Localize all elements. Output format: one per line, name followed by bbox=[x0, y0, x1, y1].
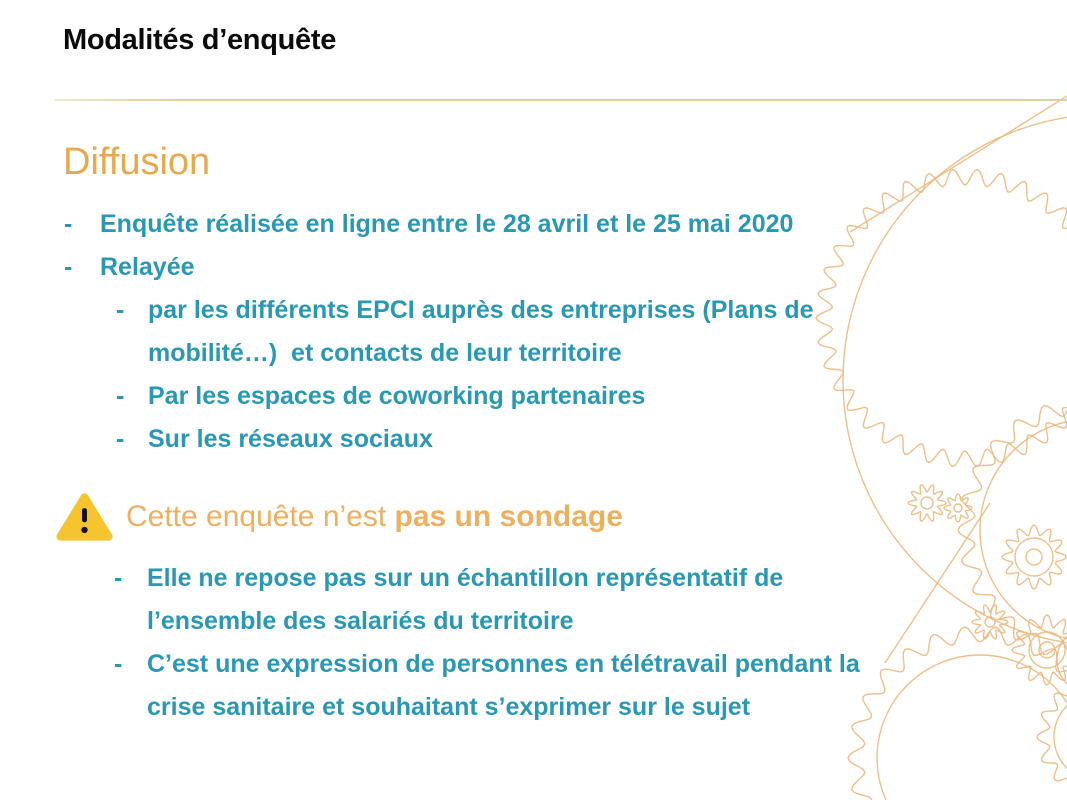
warning-bullet-list bbox=[114, 557, 1044, 729]
bullet-dash: - bbox=[114, 650, 123, 678]
section-heading-diffusion: Diffusion bbox=[63, 141, 211, 183]
warning-header bbox=[56, 488, 623, 546]
sub-bullet-item bbox=[114, 643, 1044, 729]
bullet-text: Elle ne repose pas sur un échantillon représentatif de l’ensemble des salariés du territoire bbox=[147, 564, 784, 635]
bullet-dash: - bbox=[116, 425, 125, 453]
diffusion-bullet-list bbox=[64, 203, 1004, 461]
bullet-text: Par les espaces de coworking partenaires bbox=[148, 382, 646, 410]
bullet-text: Sur les réseaux sociaux bbox=[148, 425, 433, 453]
warning-heading bbox=[126, 500, 623, 534]
warning-triangle-icon bbox=[56, 491, 113, 543]
bullet-dash: - bbox=[116, 382, 125, 410]
bullet-text: C’est une expression de personnes en télétravail pendant la crise sanitaire et souhaitant s’exprimer sur le sujet bbox=[147, 650, 860, 721]
bullet-item bbox=[64, 203, 1004, 246]
bullet-dash: - bbox=[114, 564, 123, 592]
bullet-dash: - bbox=[64, 253, 73, 281]
bullet-text: Relayée bbox=[100, 253, 195, 281]
bullet-text: Enquête réalisée en ligne entre le 28 avril et le 25 mai 2020 bbox=[100, 210, 794, 238]
bullet-item bbox=[64, 246, 1004, 289]
title-separator-line bbox=[55, 99, 1067, 101]
sub-bullet-item bbox=[116, 375, 1004, 418]
warning-heading-bold: pas un sondage bbox=[394, 500, 623, 533]
sub-bullet-item bbox=[114, 557, 1044, 643]
bullet-dash: - bbox=[64, 210, 73, 238]
warning-heading-regular: Cette enquête n’est bbox=[126, 500, 395, 533]
bullet-text: par les différents EPCI auprès des entreprises (Plans de mobilité…) et contacts de leur territoire bbox=[148, 296, 814, 367]
sub-bullet-item bbox=[116, 418, 1004, 461]
bullet-dash: - bbox=[116, 296, 125, 324]
page-title: Modalités d’enquête bbox=[63, 24, 337, 56]
sub-bullet-item bbox=[116, 289, 1004, 375]
